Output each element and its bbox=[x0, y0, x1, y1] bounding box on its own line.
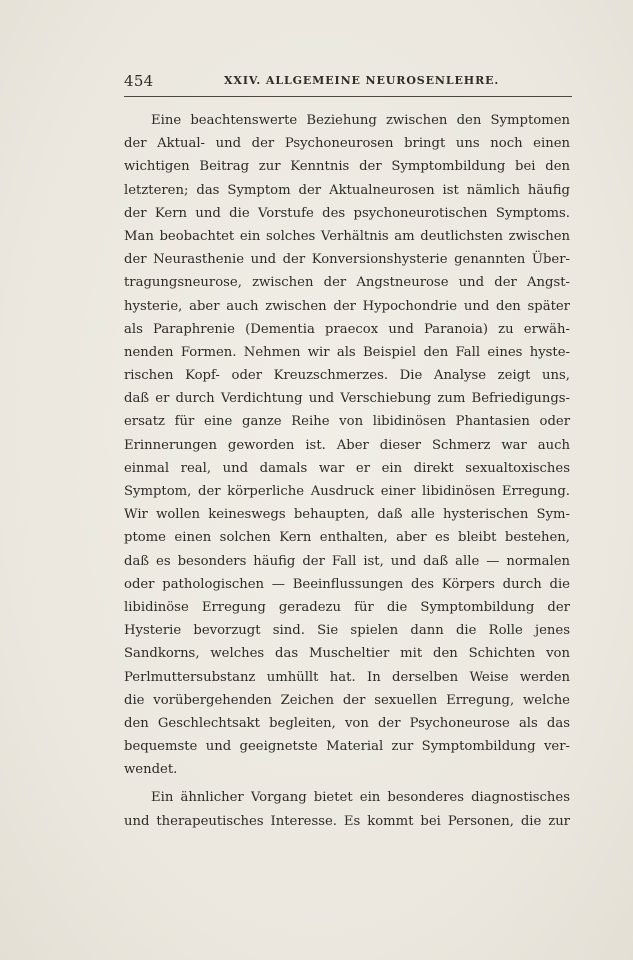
text-line: Wir wollen keineswegs behaupten, daß alle hysterischen Sym- bbox=[124, 507, 570, 523]
text-line: daß er durch Verdichtung und Verschiebung zum Befriedigungs- bbox=[124, 391, 570, 407]
page-number: 454 bbox=[124, 72, 154, 90]
text-line: tragungsneurose, zwischen der Angstneurose und der Angst- bbox=[124, 275, 570, 291]
text-line: hysterie, aber auch zwischen der Hypochondrie und den später bbox=[124, 298, 570, 314]
running-title: XXIV. ALLGEMEINE NEUROSENLEHRE. bbox=[224, 74, 500, 87]
text-line: wendet. bbox=[124, 762, 178, 778]
text-line: als Paraphrenie (Dementia praecox und Paranoia) zu erwäh- bbox=[124, 321, 570, 337]
paragraph-1 bbox=[124, 109, 570, 781]
text-line: Man beobachtet ein solches Verhältnis am deutlichsten zwischen bbox=[124, 228, 570, 244]
text-line: den Geschlechtsakt begleiten, von der Psychoneurose als das bbox=[124, 715, 570, 731]
page-header bbox=[124, 72, 572, 94]
paragraph-2 bbox=[124, 786, 570, 832]
text-line: oder pathologischen — Beeinflussungen des Körpers durch die bbox=[124, 576, 570, 592]
text-line: der Neurasthenie und der Konversionshysterie genannten Über- bbox=[124, 252, 570, 268]
text-line: Hysterie bevorzugt sind. Sie spielen dann die Rolle jenes bbox=[124, 623, 570, 639]
text-line: bequemste und geeignetste Material zur Symptombildung ver- bbox=[124, 739, 570, 755]
text-line: Ein ähnlicher Vorgang bietet ein besonderes diagnostisches bbox=[151, 790, 570, 806]
text-line: ersatz für eine ganze Reihe von libidinösen Phantasien oder bbox=[124, 414, 570, 430]
text-line: libidinöse Erregung geradezu für die Symptombildung der bbox=[124, 599, 570, 615]
text-line: Erinnerungen geworden ist. Aber dieser Schmerz war auch bbox=[124, 437, 570, 453]
text-line: Sandkorns, welches das Muscheltier mit den Schichten von bbox=[124, 646, 570, 662]
text-line: der Kern und die Vorstufe des psychoneurotischen Symptoms. bbox=[124, 205, 570, 221]
text-line: Eine beachtenswerte Beziehung zwischen den Symptomen bbox=[151, 113, 570, 128]
text-line: Perlmuttersubstanz umhüllt hat. In derselben Weise werden bbox=[124, 669, 570, 685]
text-line: letzteren; das Symptom der Aktualneurosen ist nämlich häufig bbox=[124, 182, 570, 198]
text-line: die vorübergehenden Zeichen der sexuellen Erregung, welche bbox=[124, 692, 570, 708]
text-line: der Aktual- und der Psychoneurosen bringt uns noch einen bbox=[124, 136, 570, 152]
body-text bbox=[124, 109, 570, 833]
text-line: wichtigen Beitrag zur Kenntnis der Symptombildung bei den bbox=[124, 159, 570, 175]
text-line: Symptom, der körperliche Ausdruck einer libidinösen Erregung. bbox=[124, 484, 570, 499]
text-line: und therapeutisches Interesse. Es kommt bei Personen, die zur bbox=[124, 813, 570, 829]
text-line: rischen Kopf- oder Kreuzschmerzes. Die Analyse zeigt uns, bbox=[124, 368, 570, 384]
text-line: nenden Formen. Nehmen wir als Beispiel den Fall eines hyste- bbox=[124, 344, 570, 360]
text-line: einmal real, und damals war er ein direkt sexualtoxisches bbox=[124, 460, 570, 476]
text-line: daß es besonders häufig der Fall ist, und daß alle — normalen bbox=[124, 553, 570, 569]
text-line: ptome einen solchen Kern enthalten, aber es bleibt bestehen, bbox=[124, 530, 570, 546]
header-rule bbox=[124, 96, 572, 97]
